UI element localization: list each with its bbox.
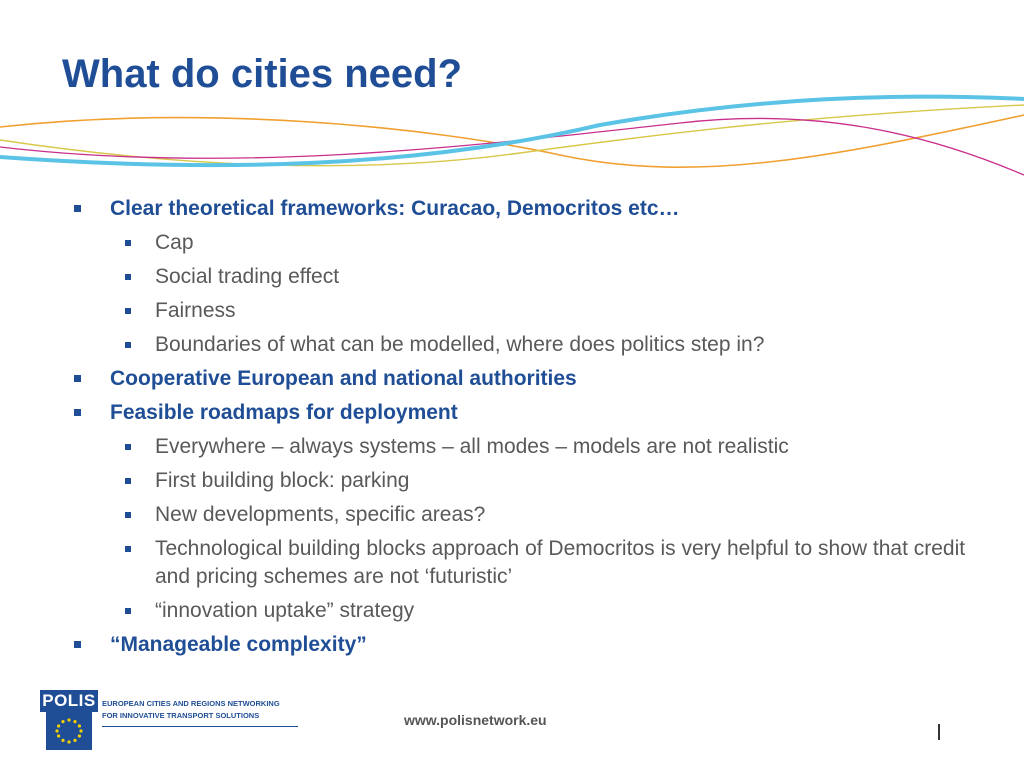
footer-divider [102, 726, 298, 727]
bullet-l1: “Manageable complexity” [72, 631, 972, 659]
bullet-l1: Cooperative European and national authorities [72, 365, 972, 393]
slide-title: What do cities need? [62, 52, 463, 96]
bullet-l2: Everywhere – always systems – all modes – models are not realistic [117, 433, 972, 461]
bullet-l2: “innovation uptake” strategy [117, 597, 972, 625]
org-tagline [102, 698, 280, 722]
bullet-l2: First building block: parking [117, 467, 972, 495]
website-url: www.polisnetwork.eu [404, 712, 547, 728]
polis-wordmark: POLIS [40, 690, 98, 712]
bullet-l2: Fairness [117, 297, 972, 325]
bullet-l2: Social trading effect [117, 263, 972, 291]
wave-yellow [0, 105, 1024, 166]
decorative-waves [0, 85, 1024, 205]
bullet-list [72, 195, 972, 665]
org-tagline-line2: FOR INNOVATIVE TRANSPORT SOLUTIONS [102, 711, 260, 720]
polis-logo [40, 690, 300, 752]
bullet-l2: Cap [117, 229, 972, 257]
bullet-l1: Clear theoretical frameworks: Curacao, Democritos etc… [72, 195, 972, 223]
bullet-l1: Feasible roadmaps for deployment [72, 399, 972, 427]
polis-logo-mark [40, 690, 98, 748]
bullet-l2: Technological building blocks approach of Democritos is very helpful to show that credit and pricing schemes are not ‘futuristic’ [117, 535, 972, 591]
bullet-l2: New developments, specific areas? [117, 501, 972, 529]
wave-blue [0, 97, 1024, 166]
slide-number-mark [938, 724, 940, 740]
org-tagline-line1: EUROPEAN CITIES AND REGIONS NETWORKING [102, 699, 280, 708]
bullet-l2: Boundaries of what can be modelled, where does politics step in? [117, 331, 972, 359]
eu-stars-icon [46, 712, 92, 750]
